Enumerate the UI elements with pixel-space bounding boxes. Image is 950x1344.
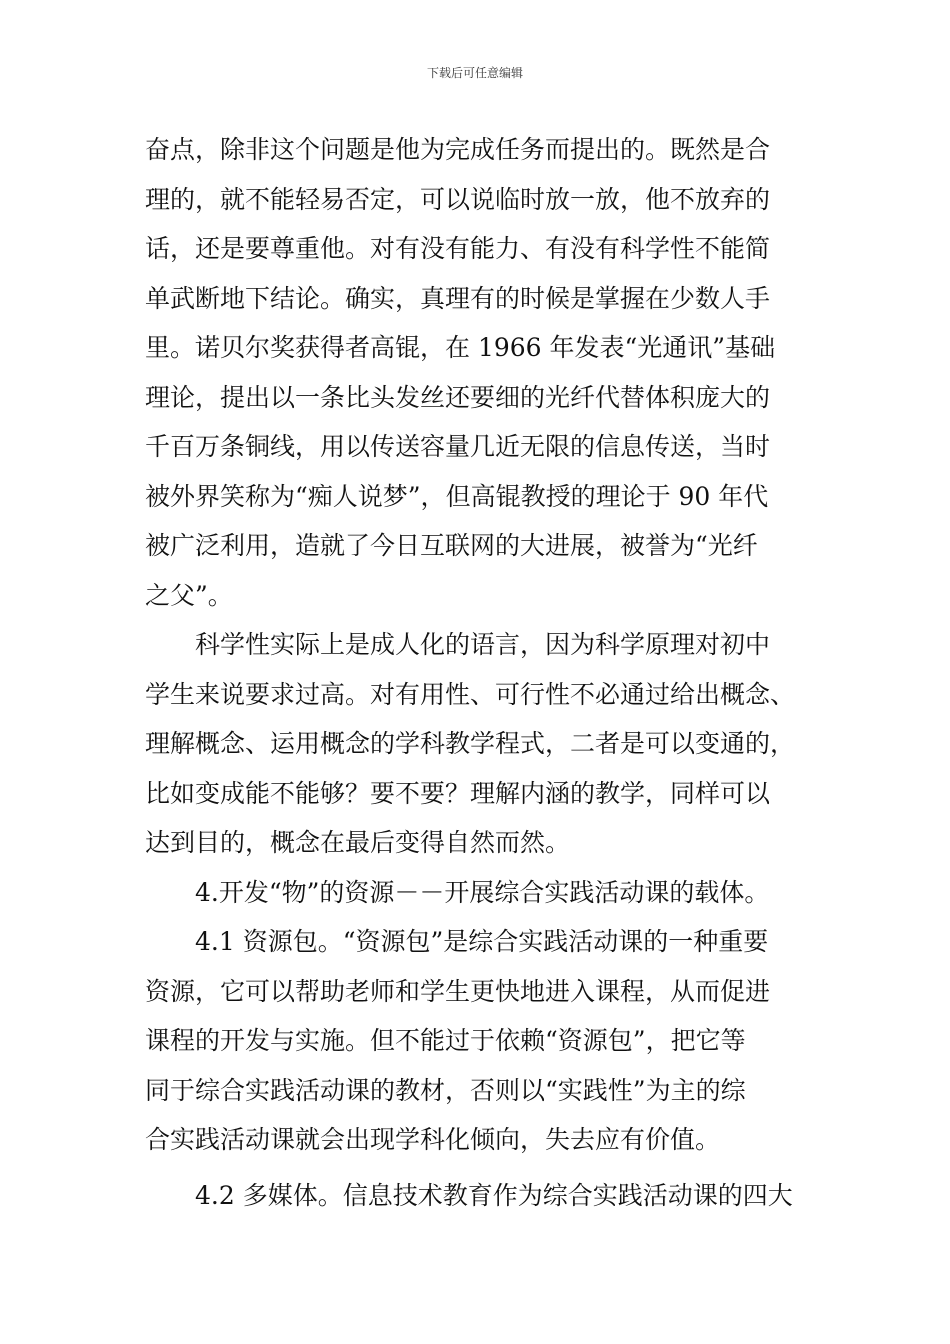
text-line: 理解概念、运用概念的学科教学程式，二者是可以变通的， [145,729,796,758]
text-line: 被外界笑称为“痴人说梦”，但高锟教授的理论于 90 年代 [145,482,769,511]
text-line: 4.开发“物”的资源－－开展综合实践活动课的载体。 [195,878,770,907]
text-line: 单武断地下结论。确实，真理有的时候是掌握在少数人手 [145,284,771,313]
text-line: 合实践活动课就会出现学科化倾向，失去应有价值。 [145,1125,721,1154]
text-line: 4.1 资源包。“资源包”是综合实践活动课的一种重要 [195,927,769,956]
text-line: 被广泛利用，造就了今日互联网的大进展，被誉为“光纤 [145,531,758,560]
text-line: 奋点，除非这个问题是他为完成任务而提出的。既然是合 [145,135,771,164]
text-line: 千百万条铜线，用以传送容量几近无限的信息传送，当时 [145,432,771,461]
text-line: 里。诺贝尔奖获得者高锟，在 1966 年发表“光通讯”基础 [145,333,776,362]
text-line: 话，还是要尊重他。对有没有能力、有没有科学性不能简 [145,234,771,263]
page-header: 下载后可任意编辑 [426,66,523,80]
text-line: 资源，它可以帮助老师和学生更快地进入课程，从而促进 [145,977,771,1006]
text-line: 课程的开发与实施。但不能过于依赖“资源包”，把它等 [145,1026,746,1055]
text-line: 科学性实际上是成人化的语言，因为科学原理对初中 [195,630,771,659]
text-line: 比如变成能不能够？要不要？理解内涵的教学，同样可以 [145,779,771,808]
text-line: 同于综合实践活动课的教材，否则以“实践性”为主的综 [145,1076,746,1105]
text-line: 之父”。 [145,581,233,610]
text-line: 理论，提出以一条比头发丝还要细的光纤代替体积庞大的 [145,383,771,412]
text-line: 理的，就不能轻易否定，可以说临时放一放，他不放弃的 [145,185,771,214]
text-line: 4.2 多媒体。信息技术教育作为综合实践活动课的四大 [195,1181,793,1210]
text-line: 学生来说要求过高。对有用性、可行性不必通过给出概念、 [145,680,796,709]
text-line: 达到目的，概念在最后变得自然而然。 [145,828,571,857]
